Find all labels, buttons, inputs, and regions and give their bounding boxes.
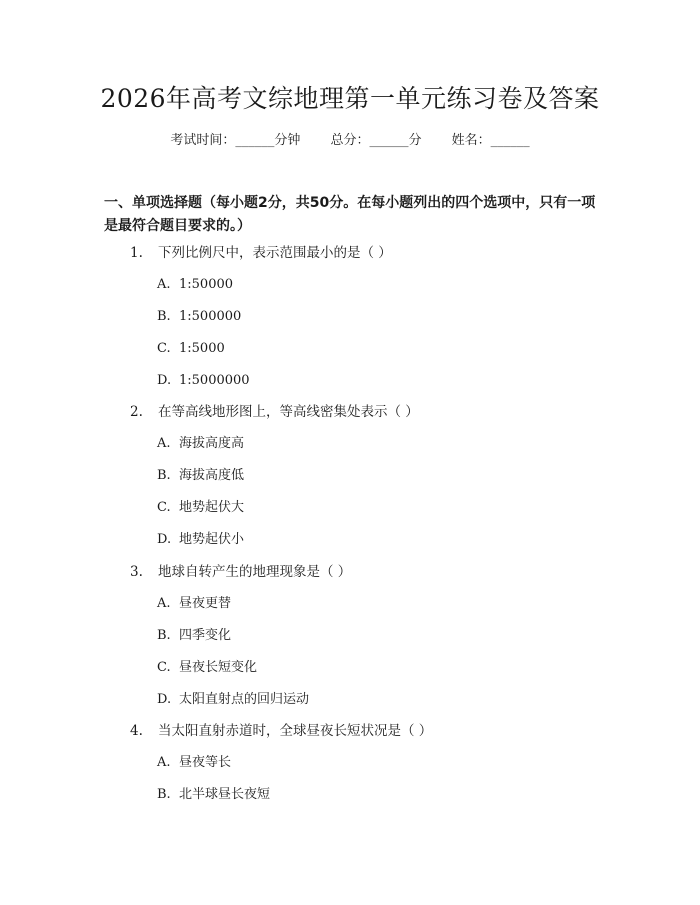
page-title: 2026年高考文综地理第一单元练习卷及答案 <box>100 84 600 113</box>
option <box>157 372 250 390</box>
option-text: 海拔高度低 <box>179 468 245 483</box>
option-letter: A. <box>157 755 171 770</box>
option-letter: A. <box>157 596 171 611</box>
option-letter: B. <box>157 787 171 802</box>
question <box>130 403 419 421</box>
option-letter: D. <box>157 532 172 547</box>
option-text: 海拔高度高 <box>179 436 245 451</box>
option-text: 四季变化 <box>179 628 232 643</box>
option-text: 1:500000 <box>179 309 242 324</box>
section-heading: 一、单项选择题（每小题2分，共50分。在每小题列出的四个选项中，只有一项是最符合题目要求的。） <box>104 195 596 234</box>
option <box>157 531 244 549</box>
option <box>157 276 233 294</box>
option-letter: B. <box>157 309 171 324</box>
option-text: 北半球昼长夜短 <box>179 787 271 802</box>
option-text: 昼夜等长 <box>179 755 232 770</box>
option-letter: D. <box>157 373 172 388</box>
total-score-field: 总分：______分 <box>330 133 422 148</box>
option-letter: C. <box>157 660 171 675</box>
option <box>157 786 270 804</box>
option-text: 昼夜长短变化 <box>179 660 258 675</box>
question <box>130 244 392 262</box>
option-letter: B. <box>157 628 171 643</box>
option-text: 1:5000 <box>179 341 225 356</box>
option-text: 1:5000000 <box>179 373 250 388</box>
option <box>157 691 309 709</box>
option-letter: C. <box>157 500 171 515</box>
option <box>157 435 244 453</box>
option <box>157 308 241 326</box>
question-number: 4. <box>130 723 143 739</box>
option-text: 地势起伏大 <box>179 500 245 515</box>
question <box>130 722 432 740</box>
question-number: 2. <box>130 404 143 420</box>
option <box>157 659 257 677</box>
option <box>157 754 231 772</box>
option <box>157 467 244 485</box>
option <box>157 340 225 358</box>
question-text: 地球自转产生的地理现象是（ ） <box>158 564 352 580</box>
option-text: 地势起伏小 <box>179 532 245 547</box>
question <box>130 563 351 581</box>
option <box>157 627 231 645</box>
option-text: 昼夜更替 <box>179 596 232 611</box>
question-text: 下列比例尺中，表示范围最小的是（ ） <box>158 245 392 261</box>
question-text: 当太阳直射赤道时，全球昼夜长短状况是（ ） <box>158 723 433 739</box>
option-letter: A. <box>157 277 171 292</box>
question-number: 1. <box>130 245 143 261</box>
exam-time-field: 考试时间：______分钟 <box>170 133 301 148</box>
option-text: 太阳直射点的回归运动 <box>179 692 310 707</box>
question-text: 在等高线地形图上，等高线密集处表示（ ） <box>158 404 419 420</box>
option-letter: C. <box>157 341 171 356</box>
option-text: 1:50000 <box>179 277 234 292</box>
question-number: 3. <box>130 564 143 580</box>
student-name-field: 姓名：______ <box>451 133 530 148</box>
option <box>157 499 244 517</box>
option <box>157 595 231 613</box>
exam-meta <box>0 132 700 150</box>
option-letter: B. <box>157 468 171 483</box>
option-letter: D. <box>157 692 172 707</box>
option-letter: A. <box>157 436 171 451</box>
